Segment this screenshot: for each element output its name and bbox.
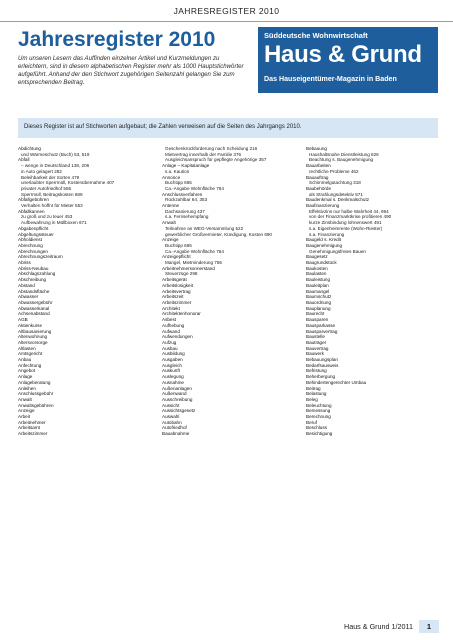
index-entry: Baugenehmigung <box>306 242 343 248</box>
index-entry: Bausparvertrag <box>306 328 338 334</box>
index-entry: Aufwendungen <box>162 334 193 340</box>
index-entry: Anlageberatung <box>18 379 51 385</box>
index-entry: Bauplanung <box>306 305 331 311</box>
index-entry: Aussichtsgesetz <box>162 408 196 414</box>
index-entry: Genehmigungsfreies Bauen <box>309 248 366 254</box>
index-entry: Baugrundstück <box>306 260 337 266</box>
index-entry: Ausnahme <box>162 379 184 385</box>
index-entry: AGB <box>18 317 28 323</box>
index-entry: unerlaubter Sperrmüll, Kostenübernahme 407 <box>21 180 115 186</box>
index-entry: Altenwohnung <box>18 334 48 340</box>
index-entry: Baugesetz <box>306 254 328 260</box>
index-entry: Bemessung <box>306 408 331 414</box>
index-entry: Abwassergebühr <box>18 299 53 305</box>
index-entry: Anzeige <box>162 237 179 243</box>
index-entry: Ausgleich <box>162 362 182 368</box>
index-entry: Autobahn <box>162 419 182 425</box>
index-column-1 <box>18 146 150 610</box>
index-entry: Bausparkasse <box>306 322 336 328</box>
index-entry: Bauordnung <box>306 299 332 305</box>
index-columns <box>18 146 438 610</box>
index-entry: s.a. Fernsehempfang <box>165 214 209 220</box>
index-entry: in Auto gelagert 282 <box>21 168 62 174</box>
index-entry: Beherbergung <box>306 374 336 380</box>
running-header-title: JAHRESREGISTER 2010 <box>173 6 280 16</box>
index-entry: Abdichtung <box>18 146 41 151</box>
index-entry: Aufbewahrung in Müllboxen 671 <box>21 220 87 226</box>
index-entry: Abriss <box>18 260 31 266</box>
index-entry: Steuerzüge 298 <box>165 271 198 277</box>
index-entry: Anwalt <box>18 396 32 402</box>
logo-tagline: Das Hauseigentümer-Magazin in Baden <box>264 75 397 83</box>
index-entry: Ausgaben <box>162 357 183 363</box>
index-entry: Außenanlagen <box>162 385 192 391</box>
index-entry: Baudenkmal s. Denkmalschutz <box>306 197 370 203</box>
index-entry: Bedarfsausweis <box>306 362 339 368</box>
index-entry: Abfallgebühren <box>18 197 49 203</box>
index-entry: Aufhebung <box>162 322 185 328</box>
index-entry: Arbeitsgerät <box>162 277 187 283</box>
index-entry: Beachtung s. Baugenehmigung <box>309 157 374 163</box>
index-entry: Abwasserkanal <box>18 305 50 311</box>
index-entry: Anzeigepflicht <box>162 254 191 260</box>
index-entry: Bauleitplan <box>306 282 329 288</box>
publication-logo <box>258 27 438 93</box>
index-entry: Arbeitszimmer <box>18 431 48 437</box>
index-entry: Besichtigung <box>306 431 333 437</box>
index-entry: Baumangel <box>306 288 330 294</box>
index-entry: kurze Zinsbindung lohnenswert 491 <box>309 220 382 226</box>
index-entry: Bauleistung <box>306 277 331 283</box>
index-entry: Anlage <box>18 374 33 380</box>
index-entry: Arbeitnehmer <box>18 419 46 425</box>
index-entry: Berechnung <box>306 414 331 420</box>
index-entry: Arbeitsvertrag <box>162 288 191 294</box>
index-entry: Altlasten <box>18 345 36 351</box>
index-entry: Geschenkrückforderung nach Scheidung 216 <box>165 146 258 151</box>
index-entry: – wenge in Deutschland 138, 206 <box>21 163 90 169</box>
index-entry: Schimmelgutachtung 318 <box>309 180 361 186</box>
index-entry: Teilnahme an WEG-Versammlung 522 <box>165 225 244 231</box>
index-entry: Asbest <box>162 317 177 323</box>
index-entry: Buchtipp 665 <box>165 242 192 248</box>
index-entry: Abrechnungen <box>18 248 48 254</box>
index-entry: Auskunft <box>162 368 180 374</box>
index-entry: zu groß und zu teuer 453 <box>21 214 73 220</box>
index-entry: Beitrag <box>306 385 321 391</box>
index-entry: Anbau <box>18 357 32 363</box>
index-entry: Buchtipp 665 <box>165 180 192 186</box>
index-entry: Achsenabstand <box>18 311 50 317</box>
index-entry: Baukosten <box>306 265 328 271</box>
running-header <box>0 0 453 22</box>
index-entry: Bauabnahme <box>162 431 190 437</box>
index-entry: privater Autofriedhof 555 <box>21 185 72 191</box>
index-entry: Baubehörde <box>306 185 332 191</box>
logo-wordmark: Haus & Grund <box>264 41 422 68</box>
index-entry: gewerblicher Großvermieter, Kündigung, Kosten 690 <box>165 231 272 237</box>
index-entry: Baustelle <box>306 334 325 340</box>
index-entry: Belastung <box>306 391 327 397</box>
index-entry: Abfall <box>18 157 30 163</box>
page-footer <box>0 614 453 640</box>
index-entry: Abfallkannen <box>18 208 45 214</box>
index-entry: Baufinanzierung <box>306 203 340 209</box>
index-entry: Beleuchtung <box>306 402 332 408</box>
index-entry: Beruf <box>306 419 317 425</box>
index-entry: Beleg <box>306 396 318 402</box>
index-entry: s.a. Finanzierung <box>309 231 345 237</box>
index-column-2 <box>162 146 294 610</box>
index-entry: Aussicht <box>162 402 180 408</box>
index-column-3 <box>306 146 438 610</box>
index-entry: Haushaltsnahe Dienstleistung 826 <box>309 151 379 157</box>
index-entry: Abholdienst <box>18 237 43 243</box>
index-entry: Auswahl <box>162 414 180 420</box>
index-entry: Beleihbarkeit der Sorten 479 <box>21 174 80 180</box>
index-entry: Anlage – Kapitalanlage <box>162 163 210 169</box>
index-entry: Anwalt <box>162 220 176 226</box>
index-entry: Aufwand <box>162 328 180 334</box>
index-entry: Anschlussgebühr <box>18 391 54 397</box>
index-entry: Arbeitsamt <box>18 425 40 431</box>
index-entry: Anzeige <box>18 408 35 414</box>
index-entry: Ca.-Angabe Wohnfläche 764 <box>165 185 224 191</box>
index-entry: Befristung <box>306 368 327 374</box>
index-entry: Aktienkurse <box>18 322 43 328</box>
index-entry: Anleihen <box>18 385 36 391</box>
page-number: 1 <box>419 620 439 633</box>
intro-paragraph: Um unseren Lesern das Auffinden einzelner Artikel und Kurzmeldungen zu erleichtern, sind in diesem alphabetischen Register mehr als 1000 Hauptstichwörter aufgeführt. Anhand der den Stichwort zugehörigen Seitenzahl gelangen Sie zum entsprechenden Beitrag. <box>18 55 244 87</box>
index-entry: Aufzug <box>162 339 177 345</box>
index-entry: Bebauung <box>306 146 327 151</box>
logo-subtitle: Süddeutsche Wohnwirtschaft <box>264 31 368 40</box>
index-entry: Ausgleichsanspruch für gepflegte Angehörige 357 <box>165 157 267 163</box>
index-entry: Auslegung <box>162 374 184 380</box>
index-entry: Antenne <box>162 203 180 209</box>
index-entry: Mangel, Mietminderung 756 <box>165 260 222 266</box>
index-entry: Dachsanierung 437 <box>165 208 205 214</box>
index-entry: Effektivzins nur halbe Wahrheit 44, 694 <box>309 208 389 214</box>
index-entry: Architektenhonorar <box>162 311 201 317</box>
index-entry: Autofriedhof <box>162 425 187 431</box>
index-entry: Ausschreibung <box>162 396 193 402</box>
index-entry: Abgabenpflicht <box>18 225 49 231</box>
index-entry: Ausbau <box>162 345 178 351</box>
index-entry: und Wärmeschutz (Buch) 53, 519 <box>21 151 90 157</box>
index-entry: Ca.-Angabe Wohnfläche 764 <box>165 248 224 254</box>
index-entry: Baurecht <box>306 311 325 317</box>
index-entry: Abrechnung <box>18 242 43 248</box>
index-entry: Baumschutz <box>306 294 332 300</box>
index-entry: von der Finanzmarktkrise profitieren 490 <box>309 214 392 220</box>
page-title: Jahresregister 2010 <box>18 28 216 51</box>
index-entry: Bauarbeiten <box>306 163 331 169</box>
index-entry: Ausbildung <box>162 351 185 357</box>
index-entry: Bauauftrag <box>306 174 329 180</box>
index-entry: Abgeltungssteuer <box>18 231 54 237</box>
index-entry: Altersvorsorge <box>18 339 48 345</box>
index-entry: Arbeitslosigkeit <box>162 282 193 288</box>
index-entry: Arbeitszeit <box>162 294 184 300</box>
index-entry: Bausparen <box>306 317 329 323</box>
register-notice-text: Dieses Register ist auf Stichworten aufgebaut; die Zahlen verweisen auf die Seiten des Jahrgangs 2010. <box>24 124 302 130</box>
index-entry: Bebauungsplan <box>306 357 338 363</box>
index-entry: Bauträger <box>306 339 327 345</box>
index-entry: Mietvertrag innerhalb der Familie 376 <box>165 151 242 157</box>
index-entry: Abschlagszahlung <box>18 271 56 277</box>
index-entry: Altbausanierung <box>18 328 52 334</box>
index-entry: Annonce <box>162 174 181 180</box>
index-entry: Bauvertrag <box>306 345 329 351</box>
index-entry: Abstand <box>18 282 35 288</box>
index-entry: Abriss-Neubau <box>18 265 49 271</box>
footer-publication: Haus & Grund 1/2011 <box>344 622 413 631</box>
index-entry: Abschreibung <box>18 277 47 283</box>
index-entry: Behindertengerechter Umbau <box>306 379 367 385</box>
index-entry: Arbeitnehmersonnerstand <box>162 265 215 271</box>
index-entry: Außenwand <box>162 391 187 397</box>
index-entry: rechtliche Probleme 462 <box>309 168 359 174</box>
index-entry: Beschluss <box>306 425 327 431</box>
index-entry: s.a. Eigenheimrente (Wohn-Riester) <box>309 225 383 231</box>
index-entry: Rückzahlbar 64, 353 <box>165 197 208 203</box>
index-entry: Baulasten <box>306 271 327 277</box>
index-entry: Arbeit <box>18 414 31 420</box>
index-entry: Anfechtung <box>18 362 42 368</box>
index-entry: Abwasser <box>18 294 39 300</box>
index-entry: Verhalten hoffnt für Mieter 553 <box>21 203 83 209</box>
index-entry: Bauwerk <box>306 351 324 357</box>
index-entry: Anschlussverfahren <box>162 191 203 197</box>
index-entry: s.a. Kaution <box>165 168 190 174</box>
index-entry: Angebot <box>18 368 36 374</box>
index-entry: als Strahlungsdetektiv 571 <box>309 191 363 197</box>
index-entry: Baugeld s. Kredit <box>306 237 341 243</box>
index-entry: Arbeitszimmer <box>162 299 192 305</box>
register-notice <box>18 118 438 138</box>
index-entry: Abrechnungszeitraum <box>18 254 63 260</box>
index-entry: Anwaltsgebühren <box>18 402 54 408</box>
index-entry: Abstandsfläche <box>18 288 50 294</box>
index-entry: Sperrmüll, Beitragskosten 689 <box>21 191 83 197</box>
index-entry: Amtsgericht <box>18 351 43 357</box>
index-entry: Architekt <box>162 305 180 311</box>
